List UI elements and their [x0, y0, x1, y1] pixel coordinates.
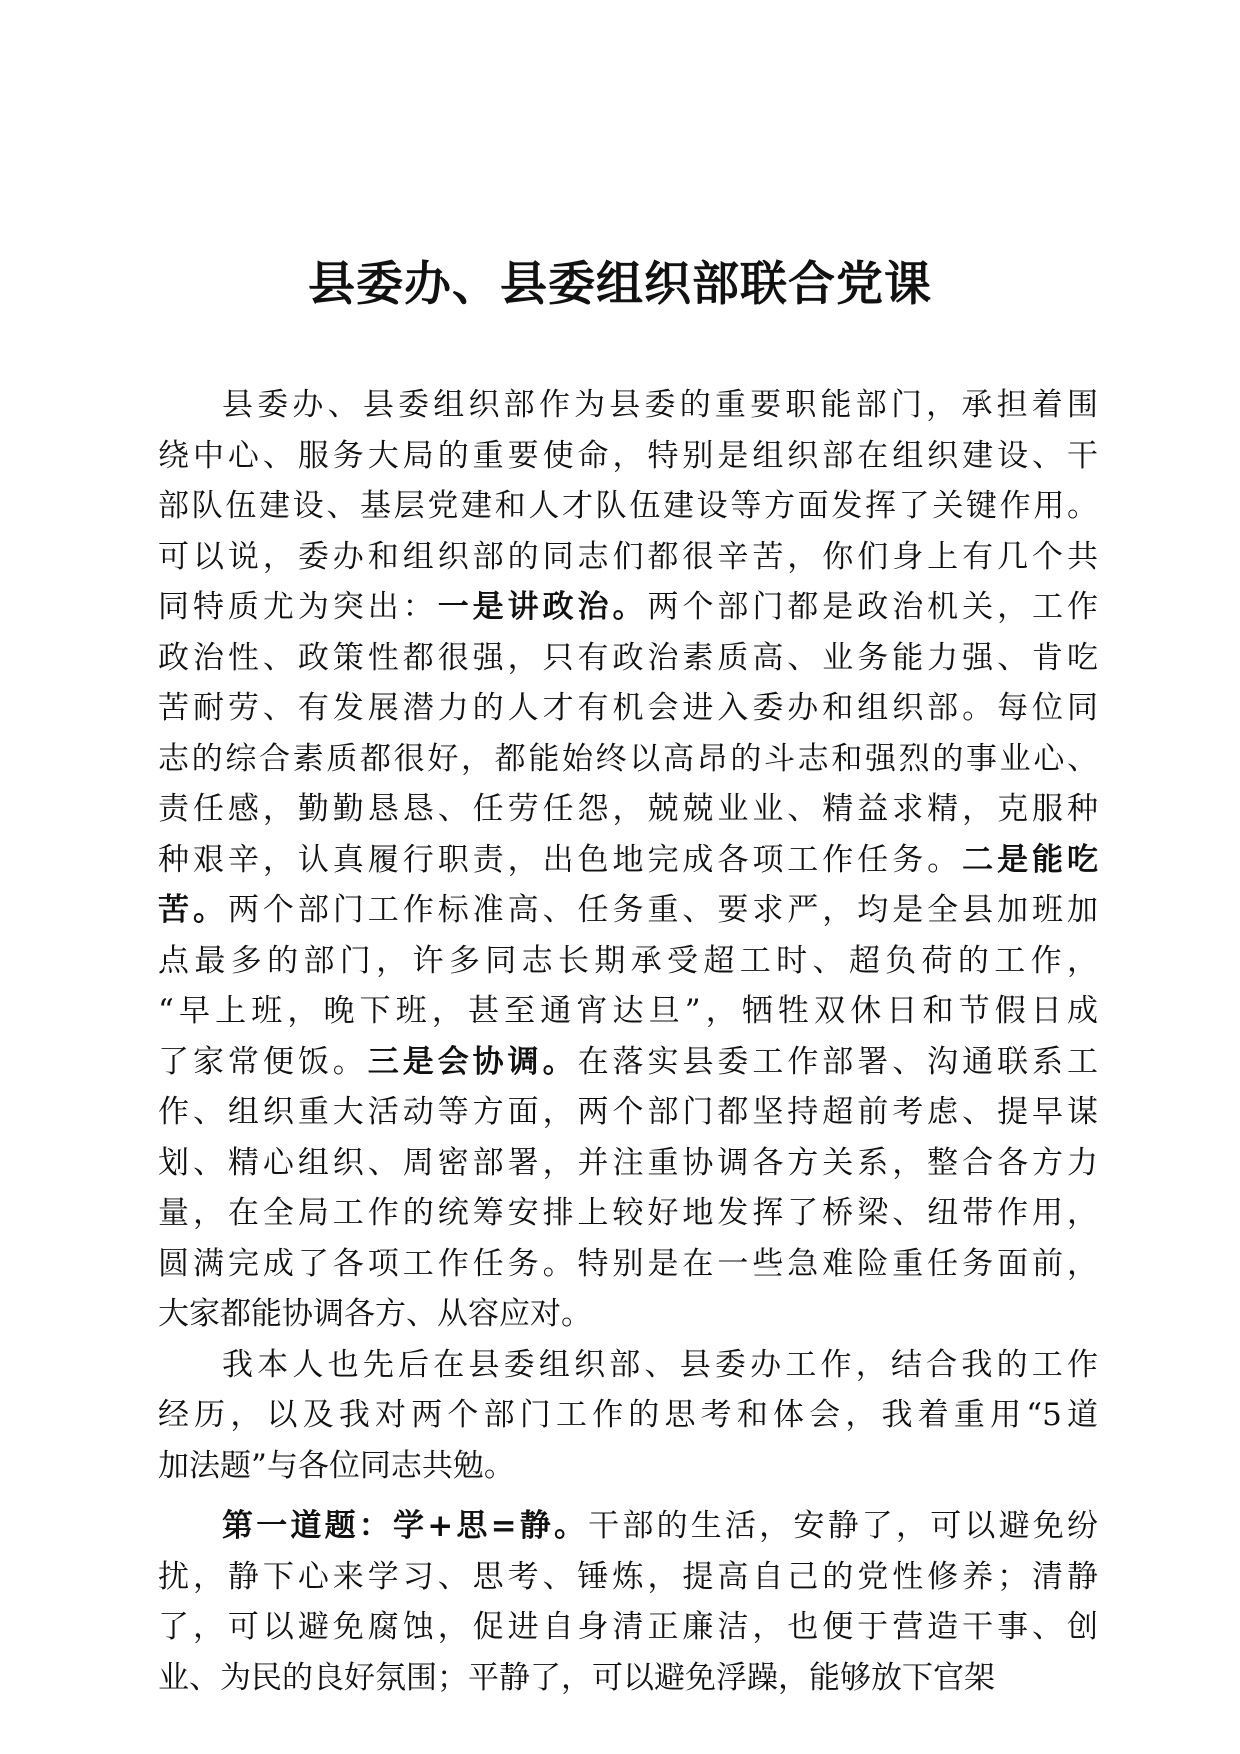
- text-line: 圆满完成了各项工作任务。特别是在一些急难险重任务面前，: [158, 1245, 1098, 1282]
- text-line: 责任感，勤勤恳恳、任劳任怨，兢兢业业、精益求精，克服种: [158, 791, 1098, 827]
- text-line: 志的综合素质都很好，都能始终以高昂的斗志和强烈的事业心、: [158, 740, 1098, 777]
- text-line: “早上班，晚下班，甚至通宵达旦”，牺牲双休日和节假日成: [158, 993, 1098, 1029]
- bold-phrase: 苦。: [158, 892, 228, 928]
- bold-phrase: 二是能吃: [962, 841, 1099, 878]
- text-line: 可以说，委办和组织部的同志们都很辛苦，你们身上有几个共: [158, 538, 1098, 575]
- text-line: 了，可以避免腐蚀，促进自身清正廉洁，也便于营造干事、创: [158, 1609, 1098, 1645]
- text-line: 我本人也先后在县委组织部、县委办工作，结合我的工作: [222, 1346, 1098, 1383]
- text-line: 同特质尤为突出：一是讲政治。两个部门都是政治机关，工作: [158, 589, 1099, 625]
- text-line: 种艰辛，认真履行职责，出色地完成各项工作任务。二是能吃: [158, 841, 1099, 878]
- text-line: 苦。两个部门工作标准高、任务重、要求严，均是全县加班加: [158, 892, 1099, 928]
- text-line: 划、精心组织、周密部署，并注重协调各方关系，整合各方力: [158, 1144, 1098, 1181]
- text-line: 业、为民的良好氛围；平静了，可以避免浮躁，能够放下官架: [158, 1659, 995, 1696]
- text-line: 了家常便饭。三是会协调。在落实县委工作部署、沟通联系工: [158, 1043, 1099, 1080]
- document-body: [158, 380, 1098, 1703]
- text-line: 大家都能协调各方、从容应对。: [158, 1296, 592, 1332]
- text-line: 政治性、政策性都很强，只有政治素质高、业务能力强、肯吃: [158, 639, 1098, 676]
- text-line: 扰，静下心来学习、思考、锤炼，提高自己的党性修养；清静: [158, 1558, 1098, 1595]
- text-line: 第一道题：学+思=静。干部的生活，安静了，可以避免纷: [222, 1508, 1098, 1544]
- bold-phrase: 三是会协调。: [367, 1043, 578, 1080]
- text-line: 加法题”与各位同志共勉。: [158, 1447, 515, 1484]
- text-line: 经历，以及我对两个部门工作的思考和体会，我着重用“5道: [158, 1397, 1098, 1433]
- text-line: 作、组织重大活动等方面，两个部门都坚持超前考虑、提早谋: [158, 1094, 1098, 1130]
- paragraph-1: [158, 380, 1098, 1340]
- document-title: 县委办、县委组织部联合党课: [308, 257, 932, 312]
- bold-phrase: 第一道题：学+思=静。: [222, 1508, 589, 1544]
- text-line: 量，在全局工作的统筹安排上较好地发挥了桥梁、纽带作用，: [158, 1195, 1098, 1231]
- paragraph-3: [158, 1501, 1098, 1703]
- text-line: 点最多的部门，许多同志长期承受超工时、超负荷的工作，: [158, 942, 1098, 979]
- text-line: 部队伍建设、基层党建和人才队伍建设等方面发挥了关键作用。: [158, 488, 1098, 524]
- text-line: 县委办、县委组织部作为县委的重要职能部门，承担着围: [222, 387, 1098, 423]
- text-line: 绕中心、服务大局的重要使命，特别是组织部在组织建设、干: [158, 437, 1098, 474]
- paragraph-2: [158, 1340, 1098, 1492]
- bold-phrase: 一是讲政治。: [437, 589, 648, 625]
- text-line: 苦耐劳、有发展潜力的人才有机会进入委办和组织部。每位同: [158, 690, 1098, 726]
